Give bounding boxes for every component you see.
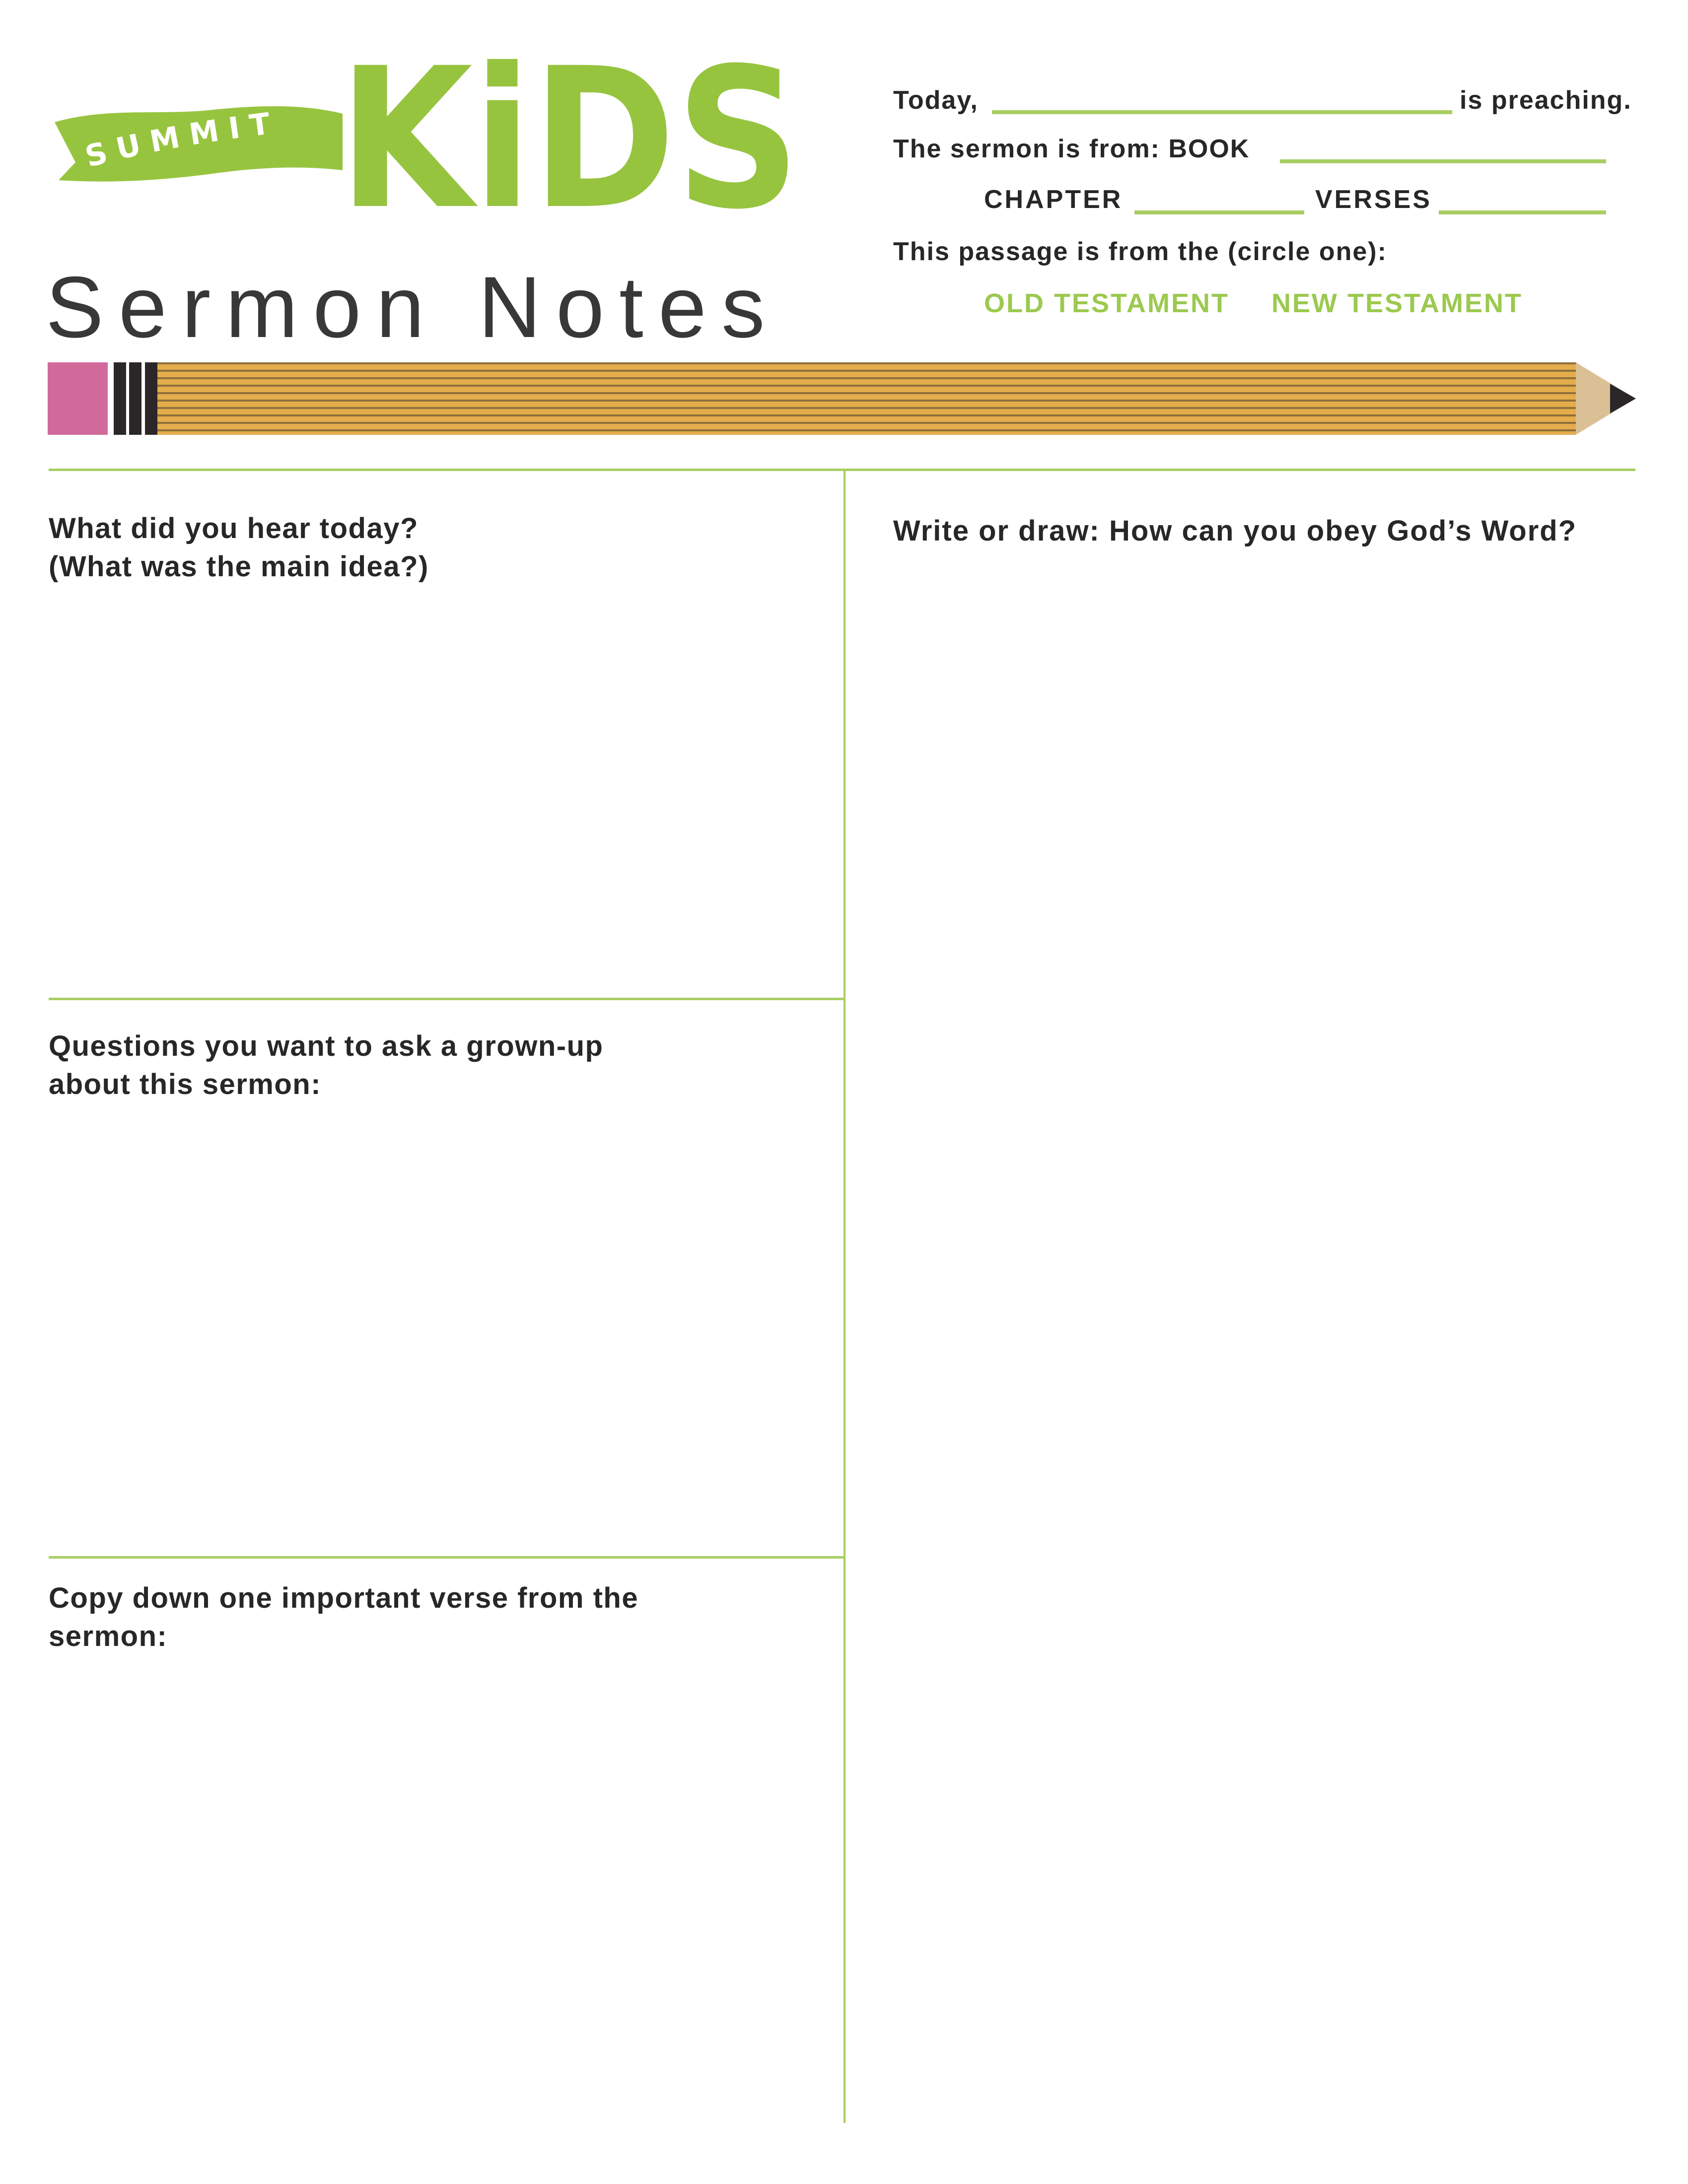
section-heading-questions [49,1027,603,1103]
pencil-ferrule-band [145,362,157,435]
section-heading-copy-verse [49,1579,638,1655]
old-testament-option[interactable]: OLD TESTAMENT [984,288,1229,318]
pencil-eraser [48,362,108,435]
pencil-body [157,362,1576,435]
heading-line: Copy down one important verse from the [49,1582,639,1614]
notes-area-main-idea[interactable] [49,625,844,993]
right-column-top-rule [844,469,1635,471]
today-label: Today, [893,86,979,115]
book-blank-line[interactable] [1280,159,1606,163]
pencil-ferrule-band [129,362,141,435]
pencil-tip [1576,362,1636,435]
heading-line: Questions you want to ask a grown-up [49,1030,604,1062]
notes-area-questions[interactable] [49,1142,844,1551]
pencil-ferrule-band [114,362,126,435]
kids-wordmark [333,50,809,213]
verses-blank-line[interactable] [1439,210,1606,214]
summit-ribbon-banner [50,102,348,189]
heading-line: about this sermon: [49,1068,322,1100]
section-heading-what-did-you-hear [49,509,429,586]
is-preaching-label: is preaching. [1460,86,1632,115]
pencil-tip-lead [1610,384,1636,413]
section-divider-rule-1 [49,998,844,1000]
sermon-book-label: The sermon is from: BOOK [893,135,1250,163]
heading-line: sermon: [49,1620,168,1652]
new-testament-option[interactable]: NEW TESTAMENT [1271,288,1523,318]
verses-label: VERSES [1315,185,1432,214]
chapter-label: CHAPTER [984,185,1123,214]
summit-banner-text: SUMMIT [81,105,282,175]
heading-line: What did you hear today? [49,512,419,545]
heading-line: (What was the main idea?) [49,550,429,583]
left-column-top-rule [49,469,844,471]
chapter-blank-line[interactable] [1134,210,1304,214]
preacher-name-blank-line[interactable] [992,110,1452,114]
page-title: Sermon Notes [46,259,780,356]
section-divider-rule-2 [49,1556,844,1559]
draw-area-obey-gods-word[interactable] [845,571,1635,2123]
circle-one-label: This passage is from the (circle one): [893,237,1387,266]
section-heading-write-or-draw: Write or draw: How can you obey God’s Word? [893,515,1577,547]
notes-area-verse[interactable] [49,1678,844,2123]
kids-wordmark-text: KiDS [339,50,800,213]
